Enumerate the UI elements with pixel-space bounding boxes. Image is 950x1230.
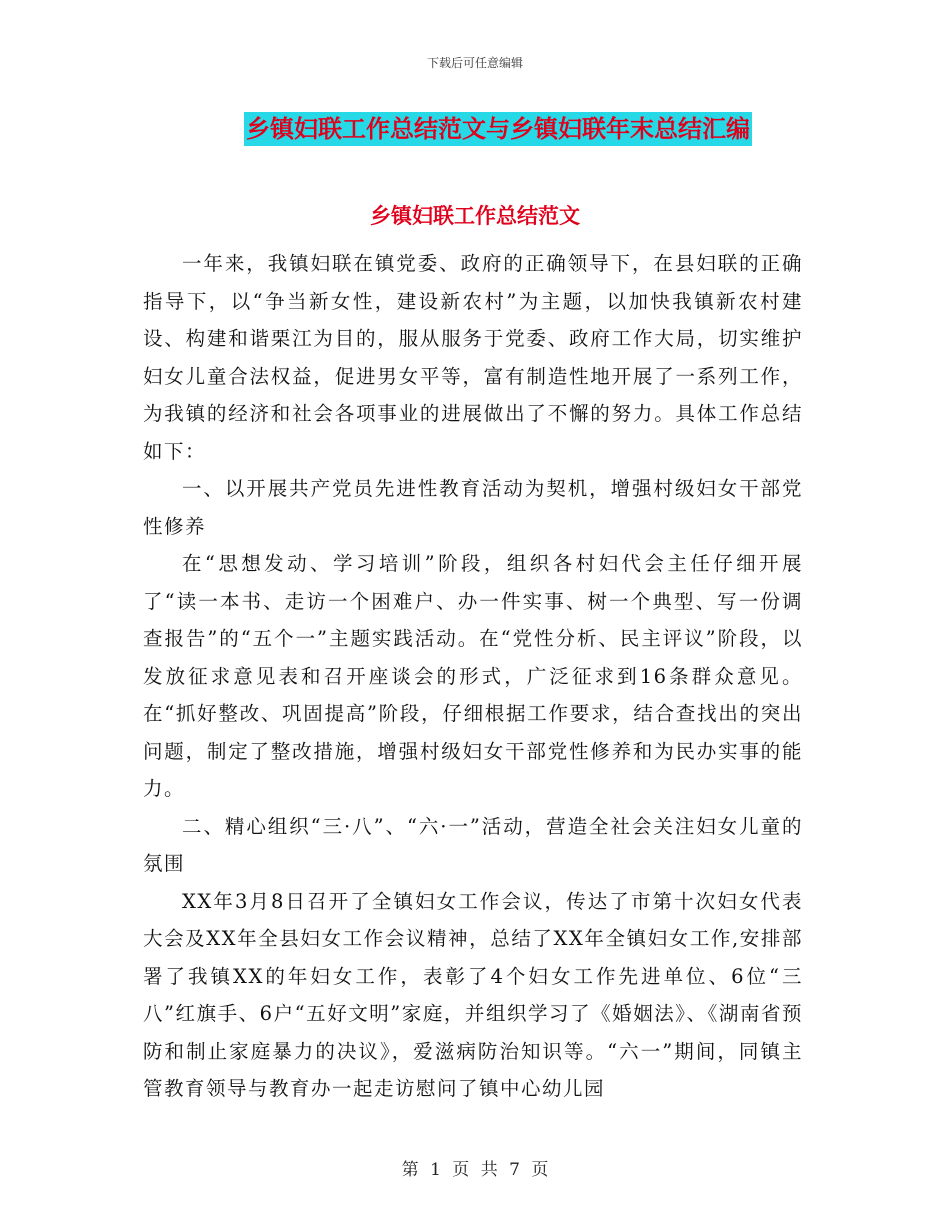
page-number: 第 1 页 共 7 页 [401,1160,549,1180]
page-header-note: 下载后可任意编辑 [426,56,523,70]
document-title: 乡镇妇联工作总结范文与乡镇妇联年末总结汇编 [244,112,752,146]
document-body [143,245,803,1108]
heading-section-2: 二、精心组织“三·八”、“六·一”活动，营造全社会关注妇女儿童的氛围 [143,814,803,875]
heading-section-1: 一、以开展共产党员先进性教育活动为契机，增强村级妇女干部党性修养 [143,477,803,538]
main-title-container [0,112,950,146]
paragraph-intro: 一年来，我镇妇联在镇党委、政府的正确领导下，在县妇联的正确指导下，以“争当新女性，建设新农村”为主题，以加快我镇新农村建设、构建和谐栗江为目的，服从服务于党委、政府工作大局，切实维护妇女儿童合法权益，促进男女平等，富有制造性地开展了一系列工作，为我镇的经济和社会各项事业的进展做出了不懈的努力。具体工作总结如下： [143,252,803,463]
paragraph-section-2: XX年3月8日召开了全镇妇女工作会议，传达了市第十次妇女代表大会及XX年全县妇女工作会议精神，总结了XX年全镇妇女工作,安排部署了我镇XX的年妇女工作，表彰了4个妇女工作先进单位、6位“三八”红旗手、6户“五好文明”家庭，并组织学习了《婚姻法》、《湖南省预防和制止家庭暴力的决议》，爱滋病防治知识等。“六一”期间，同镇主管教育领导与教育办一起走访慰问了镇中心幼儿园 [143,889,803,1100]
paragraph-section-1: 在“思想发动、学习培训”阶段，组织各村妇代会主任仔细开展了“读一本书、走访一个困难户、办一件实事、树一个典型、写一份调查报告”的“五个一”主题实践活动。在“党性分析、民主评议”阶段，以发放征求意见表和召开座谈会的形式，广泛征求到16条群众意见。在“抓好整改、巩固提高”阶段，仔细根据工作要求，结合查找出的突出问题，制定了整改措施，增强村级妇女干部党性修养和为民办实事的能力。 [143,552,803,800]
section-title: 乡镇妇联工作总结范文 [370,204,580,228]
